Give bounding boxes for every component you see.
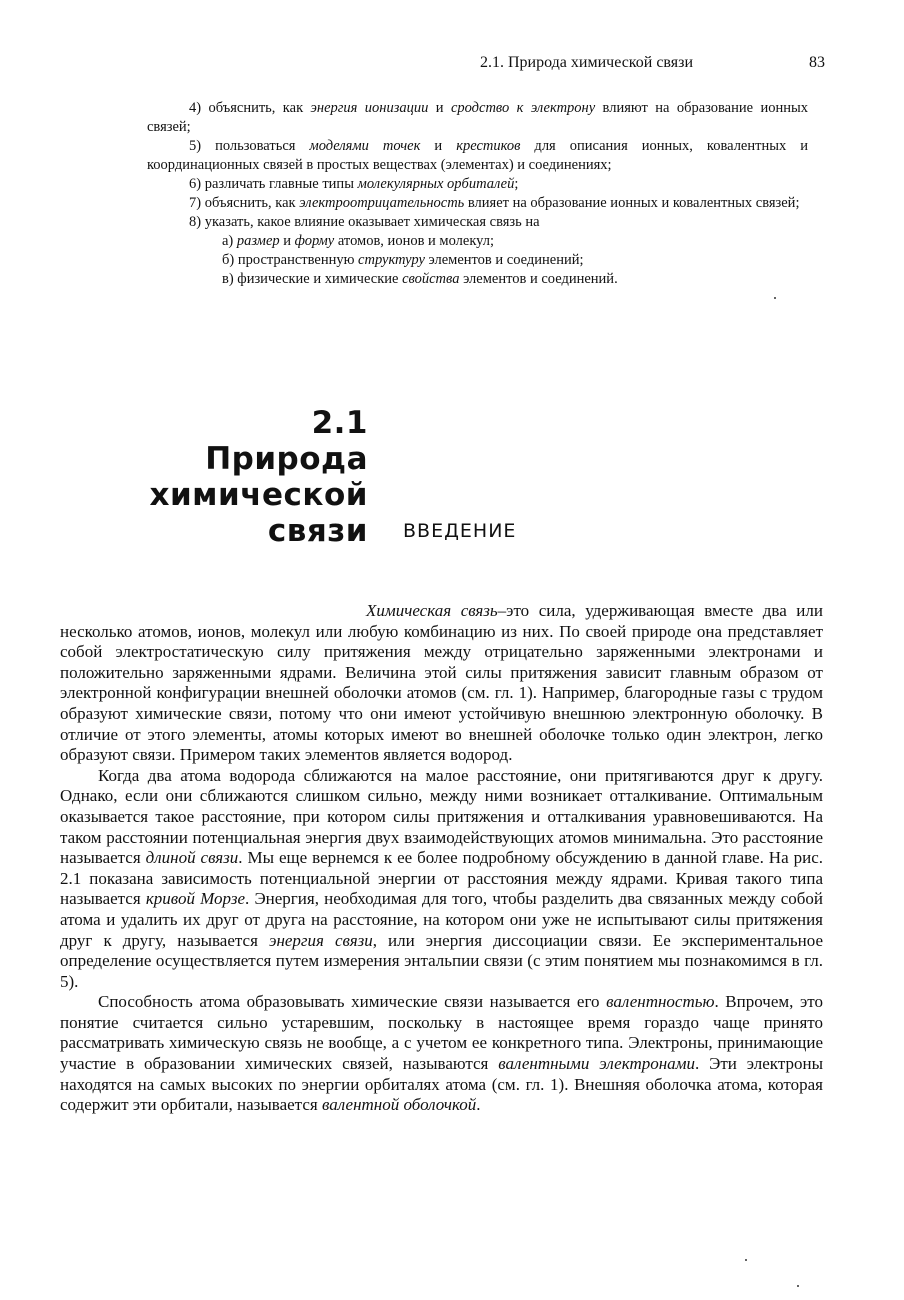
italic-term: электроотрицательность <box>299 195 465 211</box>
paragraph: Когда два атома водорода сближаются на малое расстояние, они притягиваются друг к другу. Однако, если они сближаются слишком сильно, между ними возникает отталкивание. Оптимальным оказывается такое расстояние, при котором силы притяжения и отталкивания уравновешиваются. На таком расстоянии потенциальная энергия двух взаимодействующих атомов минимальна. Это расстояние называется длиной связи. Мы еще вернемся к ее более подробному обсуждению в данной главе. На рис. 2.1 показана зависимость потенциальной энергии от расстояния между ядрами. Кривая такого типа называется кривой Морзе. Энергия, необходимая для того, чтобы разделить два связанных между собой атома и удалить их друг от друга на расстояние, на котором они уже не испытывают силы притяжения друг к другу, называется энергия связи, или энергия диссоциации связи. Ее экспериментальное определение осуществляется путем измерения энтальпии связи (с этим понятием мы познакомимся в гл. 5). <box>60 765 824 991</box>
sub-objective-item: б) пространственную структуру элементов и соединений; <box>222 252 584 268</box>
paragraph: Химическая связь–это сила, удерживающая вместе два или несколько атомов, ионов, молекул или любую комбинацию из них. По своей природе она представляет собой электростатическую силу притяжения между отрицательно заряженными электронами и положительно заряженными ядрами. Величина этой силы притяжения зависит главным образом от электронной конфигурации внешней оболочки атомов (см. гл. 1). Например, благородные газы с трудом образуют химические связи, потому что они имеют устойчивую внешнюю электронную оболочку. В отличие от этого элементы, атомы которых имеют во внешней оболочке только один электрон, легко образуют связи. Примером таких элементов является водород. <box>60 601 823 765</box>
subsection-label: ВВЕДЕНИЕ <box>403 520 517 542</box>
italic-term: длиной связи <box>145 848 239 868</box>
section-heading <box>80 405 368 549</box>
italic-term: моделями точек <box>309 138 421 154</box>
italic-term: Химическая связь <box>366 601 498 620</box>
italic-term: кривой Морзе <box>145 889 246 909</box>
objective-item: 8) указать, какое влияние оказывает химическая связь на <box>189 214 540 230</box>
italic-term: сродство к электрону <box>450 100 596 116</box>
running-head-title: 2.1. Природа химической связи <box>480 54 694 71</box>
body-text <box>60 601 823 1116</box>
italic-term: структуру <box>358 252 425 268</box>
italic-term: валентностью <box>606 992 715 1012</box>
objective-item: 4) объяснить, как энергия ионизации и сродство к электрону влияют на образование ионных связей; <box>147 100 808 135</box>
page-number: 83 <box>809 54 825 71</box>
objective-item: 7) объяснить, как электроотрицательность влияет на образование ионных и ковалентных связей; <box>189 195 800 211</box>
section-title-line: Природа <box>205 441 368 477</box>
objective-item: 6) различать главные типы молекулярных орбиталей; <box>189 176 519 192</box>
scan-speck <box>745 1259 747 1261</box>
paragraph: Способность атома образовывать химические связи называется его валентностью. Впрочем, это понятие считается сильно устаревшим, поскольку в настоящее время гораздо чаще принято рассматривать химическую связь не вообще, а с учетом ее конкретного типа. Электроны, принимающие участие в образовании химических связей, называются валентными электронами. Эти электроны находятся на самых высоких по энергии орбиталях атома (см. гл. 1). Внешняя оболочка атома, которая содержит эти орбитали, называется валентной оболочкой. <box>60 992 823 1115</box>
italic-term: размер <box>236 233 280 249</box>
section-number: 2.1 <box>311 405 368 441</box>
section-title-line: связи <box>267 513 368 549</box>
italic-term: свойства <box>402 271 460 287</box>
scan-speck <box>797 1285 799 1287</box>
italic-term: валентной оболочкой <box>321 1095 477 1115</box>
italic-term: энергия ионизации <box>310 100 429 116</box>
objective-item: 5) пользоваться моделями точек и крестиков для описания ионных, ковалентных и координационных связей в простых веществах (элементах) и соединениях; <box>147 138 808 173</box>
section-title-line: химической <box>149 477 368 513</box>
italic-term: молекулярных орбиталей <box>357 176 515 192</box>
italic-term: валентными электронами <box>498 1054 696 1074</box>
sub-objective-item: в) физические и химические свойства элементов и соединений. <box>222 271 618 287</box>
scan-speck <box>774 297 776 299</box>
italic-term: энергия связи <box>268 930 373 950</box>
sub-objective-item: а) размер и форму атомов, ионов и молекул; <box>222 233 495 249</box>
objectives-list <box>147 99 808 289</box>
italic-term: крестиков <box>456 138 521 154</box>
italic-term: форму <box>294 233 335 249</box>
running-head <box>480 54 825 72</box>
